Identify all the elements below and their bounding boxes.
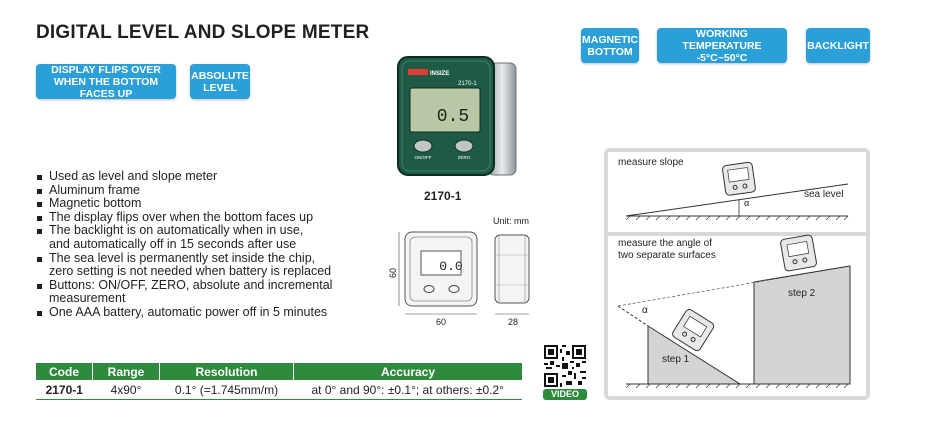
feature-item: The display flips over when the bottom faces up [36,211,366,225]
badge-absolute-level: ABSOLUTE LEVEL [190,64,250,99]
feature-text-2: and automatically off in 15 seconds after use [49,236,297,251]
angle-caption [618,238,716,262]
badge-display-flips: DISPLAY FLIPS OVER WHEN THE BOTTOM FACES UP [36,64,176,99]
product-model-label: 2170-1 [424,189,462,203]
step2-label: step 2 [788,288,816,299]
feature-text-2: measurement [49,291,126,306]
page-title: DIGITAL LEVEL AND SLOPE METER [36,22,370,43]
table-header-row [36,363,522,380]
dim-width: 60 [435,317,447,327]
step1-label: step 1 [662,354,690,365]
usage-diagram [604,148,870,400]
dim-height: 60 [388,267,398,279]
spec-table [36,363,522,400]
header-range: Range [93,363,160,380]
slope-alpha-label: α [744,198,750,208]
feature-item [36,252,366,279]
angle-caption-line2: two separate surfaces [618,250,716,261]
cell-resolution: 0.1° (=1.745mm/m) [160,380,294,400]
device-icon-step2 [780,234,817,271]
brand-logo: INSIZE [430,71,450,77]
angle-caption-line1: measure the angle of [618,238,712,249]
badge-working-temperature [657,28,787,63]
cell-range: 4x90° [93,380,160,400]
feature-item: Aluminum frame [36,184,366,198]
table-row [36,380,522,400]
usage-diagram-art [604,148,870,400]
feature-text-1: Buttons: ON/OFF, ZERO, absolute and incremental [49,277,333,292]
unit-label: Unit: mm [493,216,529,226]
slope-caption: measure slope [618,157,684,168]
feature-text-1: The sea level is permanently set inside the chip, [49,250,316,265]
badge-temp-line1: WORKING TEMPERATURE [682,27,762,52]
cell-accuracy: at 0° and 90°: ±0.1°; at others: ±0.2° [294,380,523,400]
header-code: Code [36,363,93,380]
feature-item: Used as level and slope meter [36,170,366,184]
feature-item [36,224,366,251]
badge-magnetic-bottom: MAGNETIC BOTTOM [581,28,639,63]
cell-code: 2170-1 [36,380,93,400]
feature-item [36,279,366,306]
feature-text-1: The backlight is on automatically when in use, [49,223,304,238]
badge-backlight: BACKLIGHT [806,28,870,63]
feature-list [36,170,366,320]
video-label[interactable]: VIDEO [543,389,587,400]
device-model-text: 2170-1 [458,81,477,87]
feature-item: One AAA battery, automatic power off in 5 minutes [36,306,366,320]
sea-level-label: sea level [804,189,844,200]
product-photo [396,55,520,181]
header-accuracy: Accuracy [294,363,523,380]
drawing-lcd-reading: 0.0 [439,259,463,274]
zero-button-label: ZERO [457,155,471,160]
header-resolution: Resolution [160,363,294,380]
badge-temp-line2: -5°C~50°C [696,51,748,64]
angle-alpha-label: α [642,305,648,316]
onoff-button-label: ON/OFF [414,155,432,160]
technical-drawing [385,225,545,335]
device-icon-slope [722,162,756,196]
feature-item: Magnetic bottom [36,197,366,211]
feature-text-2: zero setting is not needed when battery is replaced [49,264,332,279]
lcd-reading: 0.5 [436,107,470,127]
dim-depth: 28 [507,317,519,327]
qr-code-icon[interactable] [542,343,588,389]
